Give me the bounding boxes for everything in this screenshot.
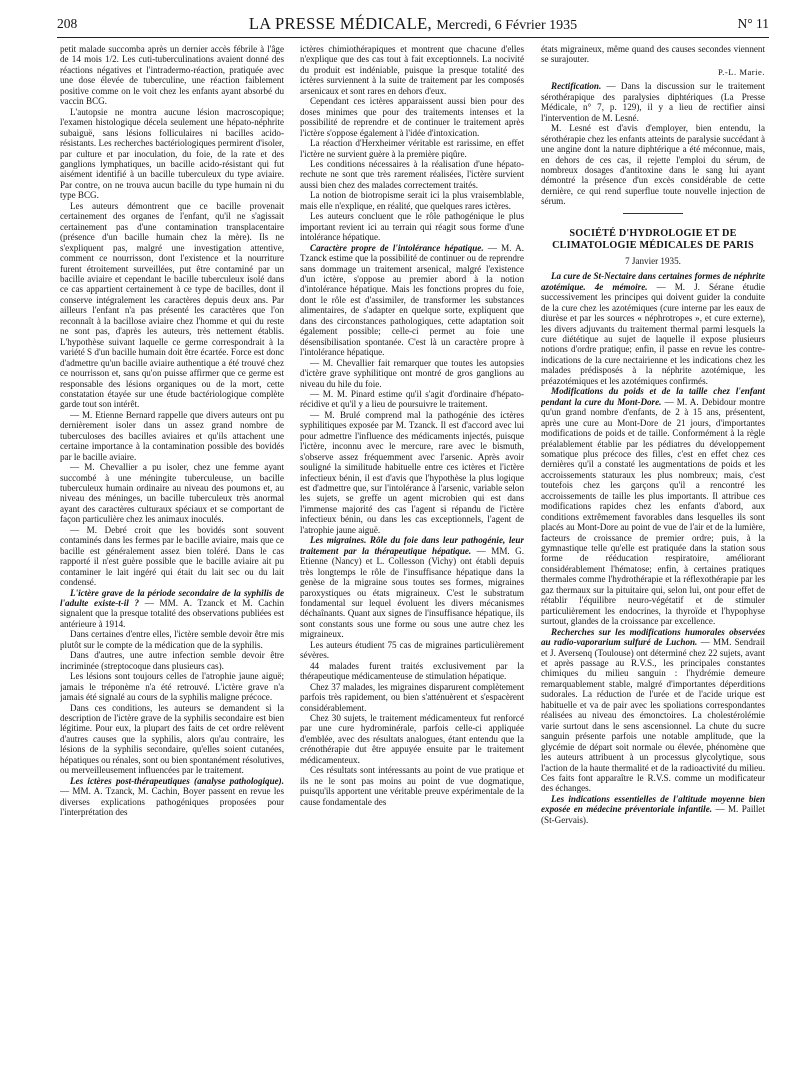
paragraph: Les conditions nécessaires à la réalisation d'une hépato-rechute ne sont que très rarement réalisées, l'ictère survient aussi bien chez des malades correctement traités. — [300, 158, 524, 190]
paragraph: états migraineux, même quand des causes secondes viennent se surajouter. — [541, 44, 765, 65]
paragraph: Chez 30 sujets, le traitement médicamenteux fut renforcé par une cure hydrominérale, parfois celle-ci appliquée d'emblée, avec des résultats analogues, étant entendu que la crénothérapie dut être appuyée ensuite par le traitement médicamenteux. — [300, 713, 524, 765]
paragraph: La cure de St-Nectaire dans certaines formes de néphrite azotémique. 4e mémoire. — M. J. Sérane étudie successivement les principes qui doivent guider la conduite de la cure chez les azotémiques (cure interne par les eaux de diurèse et par les sources « néphrotropes », et cure externe), les divers adjuvants du traitement thermal parmi lesquels la cure diététique au sujet de laquelle il expose plusieurs notions d'ordre pratique; enfin, il passe en revue les contre-indications de la cure nectairienne et les indications chez les malades prédisposés à la néphrite azotémique, les préazotémiques et les azotémiques confirmés. — [541, 271, 765, 386]
paragraph: Les migraines. Rôle du foie dans leur pathogénie, leur traitement par la thérapeutique hépatique. — MM. G. Etienne (Nancy) et L. Collesson (Vichy) ont établi depuis très longtemps le rôle de l'insuffisance hépatique dans la genèse de la migraine sous toutes ses formes, migraines paroxystiques ou états migraineux. C'est le substratum fondamental sur lequel évoluent les divers mécanismes déchaînants. Quant aux signes de l'insuffisance hépatique, ils sont constants sous une forme ou sous une autre chez les migraineux. — [300, 535, 524, 640]
header-rule — [57, 37, 769, 38]
section-title: Les migraines. Rôle du foie dans leur pathogénie, leur traitement par la thérapeutique hépatique. — [300, 535, 524, 556]
paragraph: Les ictères post-thérapeutiques (analyse pathologique). — MM. A. Tzanck, M. Cachin, Boyer passent en revue les diverses explications pathogéniques proposées pour l'interprétation des — [60, 775, 284, 818]
page-header — [57, 14, 769, 36]
journal-title: LA PRESSE MÉDICALE, — [248, 14, 432, 33]
paragraph: La notion de biotropisme serait ici la plus vraisemblable, mais elle n'explique, en réalité, que quelques rares ictères. — [300, 190, 524, 211]
column-2 — [300, 44, 524, 1070]
society-date: 7 Janvier 1935. — [625, 255, 681, 266]
paragraph: Les indications essentielles de l'altitude moyenne bien exposée en médecine préventoriale infantile. — M. Paillet (St-Gervais). — [541, 793, 765, 825]
paragraph: — M. Etienne Bernard rappelle que divers auteurs ont pu dernièrement isoler dans un assez grand nombre de tuberculoses des bacilles aviaires et qu'ils attachent une certaine importance à la contamination possible des bovidés par le bacille aviaire. — [60, 409, 284, 462]
paragraph: 44 malades furent traités exclusivement par la thérapeutique médicamenteuse de stimulation hépatique. — [300, 660, 524, 682]
paragraph: L'autopsie ne montra aucune lésion macroscopique; l'examen histologique décela seulement une hépato-néphrite subaiguë, sans lésions folliculaires ni bacilles acido-résistants. Les recherches bactériologiques permirent d'isoler, par culture et par inoculation, du foie, de la rate et des ganglions lymphatiques, un bacille acido-résistant qui fut aisément identifié à un bacille tuberculeux du type aviaire. Par contre, on ne trouva aucun bacille du type humain ni du type BCG. — [60, 106, 284, 201]
column-1 — [60, 44, 284, 1070]
paragraph: — M. Chevallier fait remarquer que toutes les autopsies d'ictère grave syphilitique ont montré de gros ganglions au niveau du hile du foie. — [300, 357, 524, 389]
section-title: Modifications du poids et de la taille chez l'enfant pendant la cure du Mont-Dore. — [541, 386, 765, 407]
paragraph: M. Lesné est d'avis d'employer, bien entendu, la sérothérapie chez les enfants atteints de paralysie succédant à une angine dont la nature diphtérique a été méconnue, mais, en dehors de ces cas, il rejette l'emploi du sérum, de nombreux dosages d'antitoxine dans le sang lui ayant démontré la présence d'un excès considérable de cette dernière, ce qui rend superflue toute nouvelle injection de sérum. — [541, 123, 765, 207]
paragraph: Chez 37 malades, les migraines disparurent complètement parfois très rapidement, ou bien s'atténuèrent et s'espacèrent considérablement. — [300, 681, 524, 713]
paragraph: Cependant ces ictères apparaissent aussi bien pour des doses minimes que pour des traitements intenses et la possibilité de reprendre et de continuer le traitement après l'ictère s'oppose également à l'idée d'intoxication. — [300, 96, 524, 138]
paragraph: Les auteurs démontrent que ce bacille provenait certainement des organes de l'enfant, qu'il ne s'agissait certainement pas d'une contamination transplacentaire (présence d'un bacille humain chez la mère). Ils ne s'expliquent pas, malgré une investigation attentive, comment ce nourrisson, dont l'existence et la nourriture furent étroitement surveillées, put être contaminé par un bacille aviaire et cependant le bacille tuberculeux isolé dans ce cas appartient certainement à ce type de bacilles, dont il conserve intégralement les caractères depuis deux ans. Par ailleurs l'enfant n'a pas présenté les caractères que l'on reconnaît à la bacillose aviaire chez l'homme et qui du reste ne sont pas, d'après les auteurs, très nettement établis. L'hypothèse suivant laquelle ce germe correspondrait à la variété S d'un bacille humain doit être écartée. Force est donc d'admettre qu'un bacille aviaire authentique a été trouvé chez ce nourrisson et, sans qu'on puisse affirmer que ce germe est responsable des lésions organiques ou de la mort, cette constatation étayée sur une étude bactériologique complète garde tout son intérêt. — [60, 200, 284, 410]
issue-number: N° 11 — [737, 16, 769, 31]
section-title: Les ictères post-thérapeutiques (analyse pathologique). — [70, 775, 284, 786]
paragraph: Dans d'autres, une autre infection semble devoir être incriminée (streptocoque dans plusieurs cas). — [60, 650, 284, 671]
issue-date: Mercredi, 6 Février 1935 — [436, 18, 578, 33]
column-3 — [541, 44, 765, 1070]
section-title: Rectification. — [551, 81, 602, 92]
paragraph: Caractère propre de l'intolérance hépatique. — M. A. Tzanck estime que la possibilité de continuer ou de reprendre sans dommage un traitement arsenical, malgré l'existence d'un ictère, s'oppose au premier abord à la notion d'intolérance hépatique. Mais les fonctions propres du foie, dont le rôle est d'assimiler, de transformer les substances alimentaires, de s'adapter en quelque sorte, expliquent que dans des circonstances pathologiques, cette adaptation soit également possible; celle-ci permet au foie une désensibilisation spontanée. C'est là un caractère propre à l'intolérance hépatique. — [300, 242, 524, 358]
section-title: L'ictère grave de la période secondaire de la syphilis de l'adulte existe-t-il ? — [60, 587, 284, 609]
paragraph: Les lésions sont toujours celles de l'atrophie jaune aiguë; jamais le tréponème n'a été retrouvé. L'ictère grave n'a jamais été signalé au cours de la syphilis maligne précoce. — [60, 671, 284, 703]
paragraph: Rectification. — Dans la discussion sur le traitement sérothérapique des paralysies diphtériques (La Presse Médicale, n° 7, p. 129), il y a lieu de rectifier ainsi l'intervention de M. Lesné. — [541, 81, 765, 123]
journal-title-line — [57, 14, 769, 36]
paragraph: — M. Brulé comprend mal la pathogénie des ictères syphilitiques exposée par M. Tzanck. Il est d'accord avec lui pour admettre l'influence des médicaments injectés, puisque l'ictère, inconnu avec le mercure, rare avec le bismuth, s'observe assez fréquemment avec l'arsenic. Après avoir souligné la similitude habituelle entre ces ictères et l'ictère infectieux bénin, il est d'avis que l'hypothèse la plus logique est d'admettre que, sur l'intolérance à l'arsenic, variable selon les sujets, se greffe un agent microbien qui est dans l'immense majorité des cas l'agent si répandu de l'ictère infectieux bénin, ou dans les cas exceptionnels, l'agent de l'atrophie jaune aiguë. — [300, 409, 524, 535]
paragraph: Les auteurs étudient 75 cas de migraines particulièrement sévères. — [300, 639, 524, 661]
paragraph: ictères chimiothérapiques et montrent que chacune d'elles n'explique que des cas tout à fait exceptionnels. La nocivité du produit est indéniable, puisque la presque totalité des ictères surviennent à la suite de traitement par les composés arsenicaux et sont rares en dehors d'eux. — [300, 44, 524, 96]
paragraph: — M. Chevallier a pu isoler, chez une femme ayant succombé à une méningite tuberculeuse, un bacille tuberculeux humain ordinaire au niveau des poumons et, au niveau des méninges, un bacille tuberculeux très anormal ayant des caractères culturaux spéciaux et se comportant de façon particulière chez les animaux inoculés. — [60, 462, 284, 525]
paragraph: — M. M. Pinard estime qu'il s'agit d'ordinaire d'hépato-récidive et qu'il y a lieu de poursuivre le traitement. — [300, 388, 524, 410]
paragraph: Recherches sur les modifications humorales observées au radio-vaporarium sulfuré de Luchon. — MM. Sendrail et J. Aversenq (Toulouse) ont déterminé chez 22 sujets, avant et après passage au R.V.S., les principales constantes chimiques du milieu sanguin : l'hydrémie demeure remarquablement stable, malgré d'importantes déperditions sudorales. La réduction de l'urée et de l'acide urique est habituelle et va de pair avec les spoliations correspondantes réalisées au niveau des émonctoires. La cholestérolémie varie surtout dans le sens ascensionnel. La chute du sucre sanguin présente parfois une notable amplitude, que la glycémie de départ soit normale ou élevée, phénomène que les auteurs attribuent à un processus glycolytique, sous l'action de la haute thermalité et de la radioactivité du milieu. Ces faits font apparaître le R.V.S. comme un modificateur des échanges. — [541, 626, 765, 794]
section-title: Recherches sur les modifications humorales observées au radio-vaporarium sulfuré de Luchon. — [541, 626, 765, 648]
section-title: Les indications essentielles de l'altitude moyenne bien exposée en médecine préventoriale infantile. — [541, 793, 765, 815]
paragraph: Dans certaines d'entre elles, l'ictère semble devoir être mis plutôt sur le compte de la médication que de la syphilis. — [60, 629, 284, 650]
paragraph: L'ictère grave de la période secondaire de la syphilis de l'adulte existe-t-il ? — MM. A. Tzanck et M. Cachin signalent que la presque totalité des observations publiées est antérieure à 1914. — [60, 587, 284, 629]
paragraph: La réaction d'Herxheimer véritable est rarissime, en effet l'ictère ne survient guère à la première piqûre. — [300, 138, 524, 159]
society-heading: SOCIÉTÉ D'HYDROLOGIE ET DE CLIMATOLOGIE MÉDICALES DE PARIS — [552, 227, 754, 252]
paragraph: Ces résultats sont intéressants au point de vue pratique et ils ne le sont pas moins au point de vue dogmatique, puisqu'ils apportent une véritable preuve expérimentale de la cause fondamentale des — [300, 765, 524, 807]
page-number: 208 — [57, 16, 78, 31]
paragraph: Dans ces conditions, les auteurs se demandent si la description de l'ictère grave de la syphilis secondaire est bien légitime. Pour eux, la plupart des faits de cet ordre relèvent d'autres causes que la syphilis, alors qu'au contraire, les lésions de la syphilis secondaire, qu'elles soient cutanées, hépatiques ou rénales, sont ou bien spontanément résolutives, ou merveilleusement influencées par le traitement. — [60, 702, 284, 776]
paragraph: Les auteurs concluent que le rôle pathogénique le plus important revient ici au terrain qui réagit sous forme d'une intolérance hépatique. — [300, 211, 524, 243]
paragraph: — M. Debré croit que les bovidés sont souvent contaminés dans les fermes par le bacille aviaire, mais que ce bacille est généralement assez bien toléré. Dans le cas rapporté il n'est guère possible que le bacille aviaire ait pu contaminer le lait ingéré qui était du lait sec ou du lait condensé. — [60, 524, 284, 588]
section-title: Caractère propre de l'intolérance hépatique. — [310, 242, 484, 253]
author-signature: P.-L. Marie. — [717, 66, 765, 77]
paragraph: petit malade succomba après un dernier accès fébrile à l'âge de 14 mois 1/2. Les cuti-tuberculinations avaient donné des réactions négatives et l'intradermo-réaction, pratiquée avec une dose élevée de tuberculine, une réaction faiblement positive comme on le voit chez les enfants ayant absorbé du vaccin BCG. — [60, 44, 284, 107]
section-divider — [623, 213, 683, 214]
paragraph: Modifications du poids et de la taille chez l'enfant pendant la cure du Mont-Dore. — M. A. Debidour montre qu'un grand nombre d'enfants, de 2 à 15 ans, présentent, après une cure au Mont-Dore de 21 jours, d'importantes modifications de poids et de taille. Conformément à la règle préalablement établie par les pédiatres du développement somatique plus précoce des filles, c'est en effet chez ces dernières qu'il a constaté les augmentations de poids et les accroissements staturaux les plus nombreux; mais, c'est toutefois chez les garçons qu'il a rencontré les accroissements de taille les plus importants. Il attribue ces modifications rapides chez les enfants d'abord, aux conditions extrêmement favorables dans lesquelles ils sont placés au Mont-Dore au point de vue de l'air et de la lumière, facteurs de croissance de premier ordre; puis, à la gymnastique telle qu'elle est pratiquée dans la station sous forme de rééducation respiratoire, améliorant considérablement l'hématose; enfin, à certaines pratiques thermales comme l'hydrothérapie et la réflexothérapie par les gaz thermaux sur la pituitaire qui, selon lui, ont pour effet de rétablir l'équilibre neuro-végétatif et de stimuler particulièrement les endocrines, la thyroïde et l'hypophyse surtout, glandes de la croissance par excellence. — [541, 386, 765, 627]
section-title: La cure de St-Nectaire dans certaines formes de néphrite azotémique. 4e mémoire. — [541, 271, 765, 292]
